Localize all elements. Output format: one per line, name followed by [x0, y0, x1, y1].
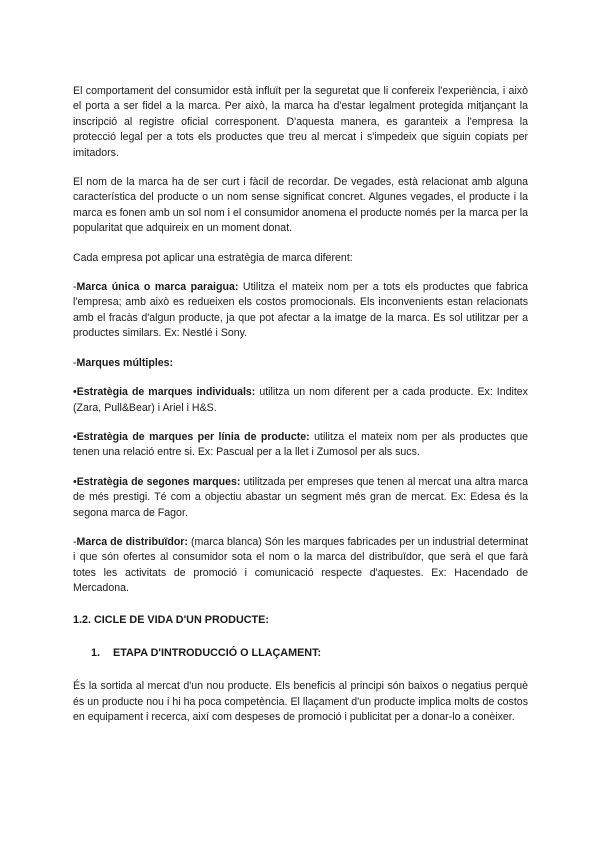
strategy-prefix: -: [73, 356, 77, 369]
strategy-text: (marca blanca) Són les marques fabricades per un industrial determinat i que són ofertes al consumidor sota el nom o la marca del distribuïdor, que serà el que farà totes les activitats de promoció i comunicació respecte d'aquestes. Ex: Hacendado de Mercadona.: [73, 535, 529, 595]
strategy-prefix: -: [73, 281, 77, 294]
strategy-text: utilitza un nom diferent per a cada producte. Ex: Inditex (Zara, Pull&Bear) i Ariel i H&S.: [73, 386, 528, 414]
strategy-second-brands: [73, 475, 528, 521]
strategy-prefix: -: [73, 535, 77, 548]
strategy-text: utilitza el mateix nom per als productes que tenen una relació entre si. Ex: Pascual per a la llet i Zumosol per als sucs.: [73, 430, 528, 459]
strategy-term: Estratègia de marques individuals:: [76, 386, 256, 399]
document-body: [73, 84, 528, 740]
paragraph-strategy-intro: Cada empresa pot aplicar una estratègia de marca diferent:: [73, 251, 353, 264]
strategy-text: utilitzada per empreses que tenen al mercat una altra marca de més prestigi. Té com a objectiu abastar un segment més gran de mercat. Ex: Edesa és la segona marca de Fagor.: [73, 475, 528, 519]
strategy-term: Estratègia de marques per línia de producte:: [76, 430, 310, 443]
subsection-number: 1.: [91, 646, 101, 659]
strategy-term: Marca de distribuïdor:: [76, 535, 188, 548]
subsection-title: ETAPA D'INTRODUCCIÓ O LLAÇAMENT:: [113, 646, 322, 659]
paragraph-brand-name: El nom de la marca ha de ser curt i fàcil de recordar. De vegades, està relacionat amb alguna característica del producte o un nom sense significat concret. Algunes vegades, el producte i la marca es fonen amb un sol nom i el consumidor anomena el producte només per la marca per la popularitat que adquireix en un moment donat.: [73, 176, 528, 235]
strategy-distributor-brand: [73, 535, 528, 597]
strategy-text: Utilitza el mateix nom per a tots els productes que fabrica l'empresa; amb això es redueixen els costos promocionals. Els inconvenients estan relacionats amb el fracàs d'algun producte, ja que pot afectar a la imatge de la marca. Es sol utilitzar per a productes similars. Ex: Nestlé i Sony.: [73, 281, 528, 340]
strategy-multiple-brands: [73, 356, 528, 371]
bullet-icon: •: [73, 475, 77, 488]
subsection-heading: [91, 646, 528, 661]
bullet-icon: •: [73, 430, 77, 443]
strategy-term: Estratègia de segones marques:: [76, 475, 241, 488]
section-heading: 1.2. CICLE DE VIDA D'UN PRODUCTE:: [73, 613, 269, 626]
strategy-product-line: [73, 430, 528, 461]
paragraph-introduction-stage: És la sortida al mercat d'un nou producte. Els beneficis al principi són baixos o negatius perquè és un producte nou i hi ha poca competència. El llaçament d'un producte implica molts de costos en equipament i recerca, així com despeses de promoció i publicitat per a donar-lo a conèixer.: [73, 680, 528, 724]
paragraph-brand-loyalty: El comportament del consumidor està influït per la seguretat que li confereix l'experiència, i això el porta a ser fidel a la marca. Per això, la marca ha d'estar legalment protegida mitjançant la inscripció al registre oficial corresponent. D'aquesta manera, es garanteix a l'empresa la protecció legal per a tots els productes que treu al mercat i s'impedeix que siguin copiats per imitadors.: [73, 85, 528, 159]
strategy-term: Marca única o marca paraigua:: [76, 281, 239, 294]
strategy-single-brand: [73, 280, 528, 342]
strategy-individual-brands: [73, 385, 528, 416]
bullet-icon: •: [73, 386, 77, 399]
strategy-term: Marques múltiples:: [76, 356, 174, 369]
